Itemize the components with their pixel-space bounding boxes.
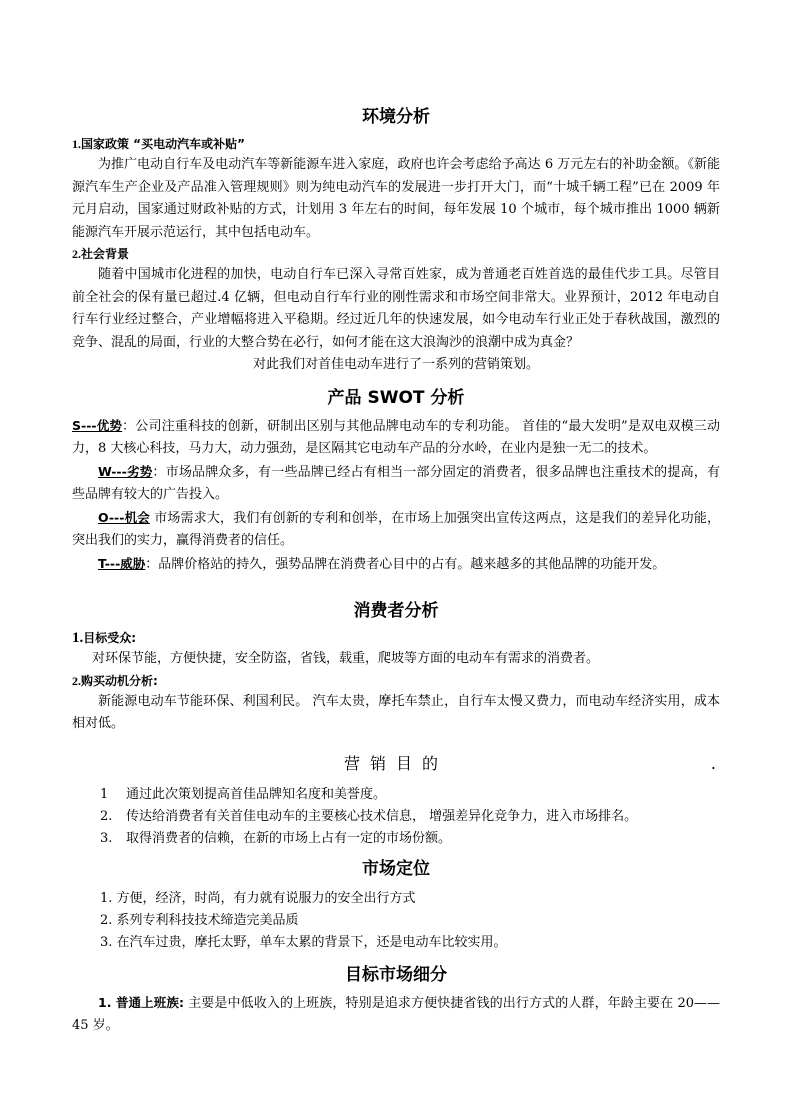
swot-threat: T---威胁：品牌价格站的持久，强势品牌在消费者心目中的占有。越来越多的其他品牌的功能开发。 bbox=[98, 555, 666, 572]
env-title: 环境分析 bbox=[362, 107, 430, 127]
swot-strength-label: S---优势 bbox=[72, 417, 123, 433]
document-page bbox=[72, 100, 720, 1038]
swot-threat-label: T---威胁 bbox=[98, 555, 146, 571]
list-item: 1 通过此次策划提高首佳品牌知名度和美誉度。 bbox=[100, 786, 387, 802]
env-subheading-2: 2.社会背景 bbox=[72, 247, 130, 261]
segments-label-1: 1. 普通上班族: bbox=[98, 994, 184, 1010]
list-item: 3. 取得消费者的信赖，在新的市场上占有一定的市场份额。 bbox=[100, 830, 452, 846]
swot-weakness-label: W---劣势 bbox=[98, 463, 153, 479]
env-paragraph-1: 为推广电动自行车及电动汽车等新能源车进入家庭，政府也许会考虑给予高达 6 万元左右的补助金额。《新能源汽车生产企业及产品准入管理规则》则为纯电动汽车的发展进一步打开大门，而“十城千辆工程”已在 2009 年元月启动，国家通过财政补贴的方式，计划用 3 年左右的时间，每年发展 10 个城市，每个城市推出 1000 辆新能源汽车开展示范运行，其中包括电动车。 bbox=[72, 157, 720, 240]
swot-title: 产品 SWOT 分析 bbox=[327, 387, 465, 408]
swot-opportunity-label: O---机会 bbox=[98, 509, 150, 525]
consumer-paragraph-1: 对环保节能，方便快捷，安全防盗，省钱，载重，爬坡等方面的电动车有需求的消费者。 bbox=[92, 651, 600, 666]
list-item: 1. 方便，经济，时尚，有力就有说服力的安全出行方式 bbox=[100, 890, 416, 906]
env-subheading-1: 1.国家政策 “买电动汽车或补贴” bbox=[72, 137, 245, 151]
consumer-subheading-1: 1.目标受众: bbox=[72, 630, 137, 646]
env-paragraph-2: 随着中国城市化进程的加快，电动自行车已深入寻常百姓家，成为普通老百姓首选的最佳代步工具。尽管目前全社会的保有量已超过.4 亿辆，但电动自行车行业的刚性需求和市场空间非常大。业界预计，2012 年电动自行车行业经过整合，产业增幅将进入平稳期。经过近几年的快速发展，如今电动车行业正处于春秋战国，激烈的竞争、混乱的局面，行业的大整合势在必行，如何才能在这大浪淘沙的浪潮中成为真金？ bbox=[72, 267, 720, 350]
segments-title: 目标市场细分 bbox=[345, 964, 447, 985]
section-gap bbox=[72, 576, 720, 594]
env-paragraph-end: 对此我们对首佳电动车进行了一系列的营销策划。 bbox=[252, 357, 539, 372]
goals-title-dot: . bbox=[710, 753, 716, 773]
consumer-subheading-2: 2.购买动机分析: bbox=[72, 673, 158, 688]
swot-weakness: W---劣势：市场品牌众多，有一些品牌已经占有相当一部分固定的消费者，很多品牌也注重技术的提高，有些品牌有较大的广告投入。 bbox=[72, 463, 720, 502]
swot-strength: S---优势：公司注重科技的创新，研制出区别与其他品牌电动车的专利功能。 首佳的“最大发明”是双电双模三动力，8 大核心科技，马力大，动力强劲，是区隔其它电动车产品的分水岭，在业内是独一无二的技术。 bbox=[72, 417, 720, 456]
swot-opportunity: O---机会 市场需求大，我们有创新的专利和创举，在市场上加强突出宣传这两点，这是我们的差异化功能，突出我们的实力，赢得消费者的信任。 bbox=[72, 509, 720, 548]
list-item: 2. 传达给消费者有关首佳电动车的主要核心技术信息， 增强差异化竞争力，进入市场排名。 bbox=[100, 808, 638, 824]
positioning-list bbox=[72, 888, 720, 954]
consumer-title: 消费者分析 bbox=[353, 601, 439, 621]
segments-paragraph-1: 1. 普通上班族: 主要是中低收入的上班族，特别是追求方便快捷省钱的出行方式的人群，年龄主要在 20——45 岁。 bbox=[72, 994, 720, 1033]
list-item: 2. 系列专利科技技术缔造完美品质 bbox=[100, 912, 299, 928]
consumer-paragraph-2: 新能源电动车节能环保、利国利民。 汽车太贵，摩托车禁止，自行车太慢又费力，而电动车经济实用，成本相对低。 bbox=[72, 693, 720, 731]
goals-list bbox=[72, 784, 720, 850]
goals-title: 营销目的 . bbox=[72, 746, 720, 782]
positioning-title: 市场定位 bbox=[362, 858, 430, 879]
list-item: 3. 在汽车过贵，摩托太野，单车太累的背景下，还是电动车比较实用。 bbox=[100, 934, 507, 950]
